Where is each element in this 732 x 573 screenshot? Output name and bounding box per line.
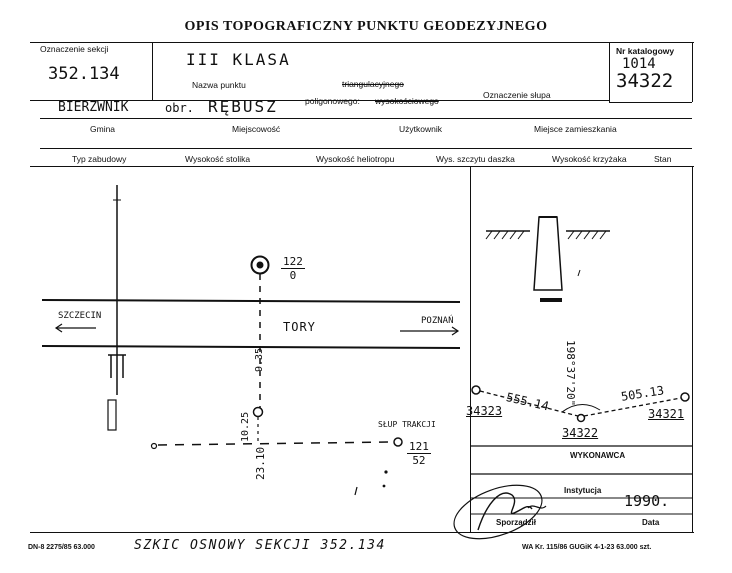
point-34323-label: 34323 <box>466 404 503 418</box>
section-value: 352.134 <box>48 64 120 84</box>
lower-point <box>254 408 263 417</box>
point-34321-label: 34321 <box>648 407 685 421</box>
point-34323 <box>472 386 480 394</box>
szczecin-label: SZCZECIN <box>58 311 102 321</box>
attr-typ-zabudowy: Typ zabudowy <box>72 154 127 164</box>
point-34322 <box>578 415 585 422</box>
wykonawca-label: WYKONAWCA <box>570 451 626 460</box>
pillar-mark <box>578 270 580 276</box>
attr-wys-stolika: Wysokość stolika <box>185 154 251 164</box>
footer-center-text: SZKIC OSNOWY SEKCJI 352.134 <box>134 538 386 553</box>
point-34322-label: 34322 <box>562 426 599 440</box>
point-121-label <box>407 440 431 467</box>
point-121-number: 121 <box>409 440 429 453</box>
dist-vertical-2: 10.25 <box>240 411 251 442</box>
pillar-body <box>534 217 562 290</box>
point-type-poligon-prefix: poligonowego: <box>305 96 360 106</box>
point-type-poligon-strike: wysokościowego <box>375 96 439 106</box>
point-122-number: 122 <box>283 255 303 268</box>
attr-stan: Stan <box>654 154 672 164</box>
baseline-dashed <box>158 442 392 445</box>
dist-vertical-1: 9.35 <box>254 347 265 372</box>
section-label: Oznaczenie sekcji <box>40 44 109 54</box>
point-name-label: Nazwa punktu <box>192 80 246 90</box>
point-name-value: III KLASA <box>186 50 291 69</box>
slup-trakcji-label: SŁUP TRAKCJI <box>378 420 436 429</box>
signature-drawing <box>447 475 549 550</box>
miejscowosc-value: RĘBUSZ <box>208 97 278 116</box>
catalog-value-1: 1014 <box>622 56 656 72</box>
traction-pole-point <box>394 438 402 446</box>
attr-wys-szczytu: Wys. szczytu daszka <box>436 154 515 164</box>
point-122-label <box>281 255 305 282</box>
distance-right-label: 505.13 <box>620 383 666 404</box>
instytucja-label: Instytucja <box>564 486 602 495</box>
miejscowosc-label: Miejscowość <box>232 124 281 134</box>
track-line-bottom <box>42 346 460 348</box>
baseline-start-point <box>152 444 157 449</box>
footer-right-code: WA Kr. 115/86 GUGiK 4-1-23 63.000 szt. <box>522 544 652 551</box>
pillar-label: Oznaczenie słupa <box>483 90 551 100</box>
year-value: 1990. <box>624 492 670 510</box>
point-type-triang: triangulacyjnego <box>342 79 404 89</box>
small-mark-3 <box>355 487 357 495</box>
angle-label: 198°37'20" <box>564 340 577 407</box>
dist-vertical-3: 23.10 <box>254 446 267 480</box>
gmina-value: BIERZWNIK <box>58 100 129 115</box>
distance-left-label: 555.14 <box>504 390 551 414</box>
tory-label: TORY <box>283 320 316 334</box>
point-122-height: 0 <box>289 269 297 282</box>
track-line-top <box>42 300 460 302</box>
sporzadzil-label: Sporządził <box>496 518 537 527</box>
obr-prefix: obr. <box>165 101 194 115</box>
catalog-label: Nr katalogowy <box>616 46 675 56</box>
uzytkownik-label: Użytkownik <box>399 124 442 134</box>
poznan-label: POZNAŃ <box>421 316 454 326</box>
point-34321 <box>681 393 689 401</box>
point-122-dot <box>257 262 264 269</box>
point-121-height: 52 <box>412 454 426 467</box>
catalog-value-2: 34322 <box>616 70 674 92</box>
footer-left-code: DN-8 2275/85 63.000 <box>28 544 95 551</box>
attr-wys-heliotropu: Wysokość heliotropu <box>316 154 395 164</box>
gmina-label: Gmina <box>90 124 116 134</box>
data-label: Data <box>642 518 660 527</box>
pole-foot <box>108 400 116 430</box>
small-mark-2 <box>383 485 386 488</box>
miejsce-label: Miejsce zamieszkania <box>534 124 617 134</box>
pillar-base-plate <box>540 298 562 302</box>
attr-wys-krzyzaka: Wysokość krzyżaka <box>552 154 627 164</box>
document-title: OPIS TOPOGRAFICZNY PUNKTU GEODEZYJNEGO <box>184 19 548 34</box>
small-mark-1 <box>384 470 387 473</box>
